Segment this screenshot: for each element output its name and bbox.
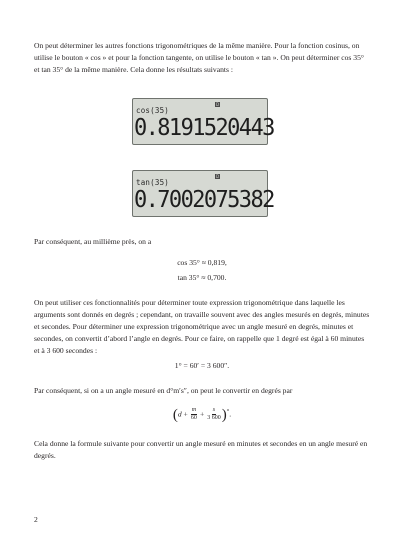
paragraph-convert: Par conséquent, si on a un angle mesuré en d°m′s″, on peut le convertir en degrés par <box>34 386 293 395</box>
calculator-result: 0.7002075382 <box>134 186 274 214</box>
formula-plus: + <box>200 409 205 419</box>
intro-paragraph: On peut déterminer les autres fonctions trigonométriques de la même manière. Pour la fonction cosinus, on utilise le bouton « cos » et pour la fonction tangente, on utilise le bouton « tan ». On peut déterminer cos 35° et tan 35° de la même manière. Cela donne les résultats suivants : <box>34 41 364 75</box>
formula-degree-sign: ° <box>226 408 230 415</box>
page-number: 2 <box>34 515 38 524</box>
close-paren: ) <box>221 406 227 423</box>
formula-m: m <box>191 407 197 414</box>
formula-den-60: 60 <box>190 415 197 422</box>
formula-den-3600: 3 600 <box>207 415 221 422</box>
fraction-seconds <box>207 407 221 422</box>
degree-mode-indicator: D <box>215 174 220 179</box>
result-tan: tan 35° ≈ 0,700. <box>177 273 227 282</box>
equation-degree: 1° = 60′ = 3 600″. <box>174 361 230 370</box>
calculator-result: 0.8191520443 <box>134 114 274 142</box>
paragraph-dms: On peut utiliser ces fonctionnalités pour déterminer toute expression trigonométrique dans laquelle les arguments sont donnés en degrés ; cependant, on travaille souvent avec des angles mesurés en degrés, minutes et secondes. Pour déterminer une expression trigonométrique avec un angle mesuré en degrés, minutes et secondes, on convertit d’abord l’angle en degrés. Pour ce faire, on rappelle que 1 degré est égal à 60 minutes et à 3 600 secondes : <box>34 298 370 356</box>
conclusion-intro: Par conséquent, au millième près, on a <box>34 237 152 246</box>
fraction-minutes <box>191 407 197 422</box>
conversion-formula <box>34 402 370 425</box>
degree-mode-indicator: D <box>215 102 220 107</box>
formula-s: s <box>212 407 216 414</box>
formula-end: . <box>229 409 232 419</box>
calculator-screen-tan <box>132 170 274 217</box>
calculator-screen-cos <box>132 98 274 145</box>
calculator-expression: cos(35) <box>136 106 170 115</box>
paragraph-formula-intro: Cela donne la formule suivante pour convertir un angle mesuré en minutes et secondes en un angle mesuré en degrés. <box>34 439 368 461</box>
formula-plus: + <box>183 409 188 419</box>
result-cos: cos 35° ≈ 0,819, <box>177 258 227 267</box>
calculator-expression: tan(35) <box>136 178 170 187</box>
open-paren: ( <box>172 406 178 423</box>
formula-d: d <box>177 409 182 419</box>
